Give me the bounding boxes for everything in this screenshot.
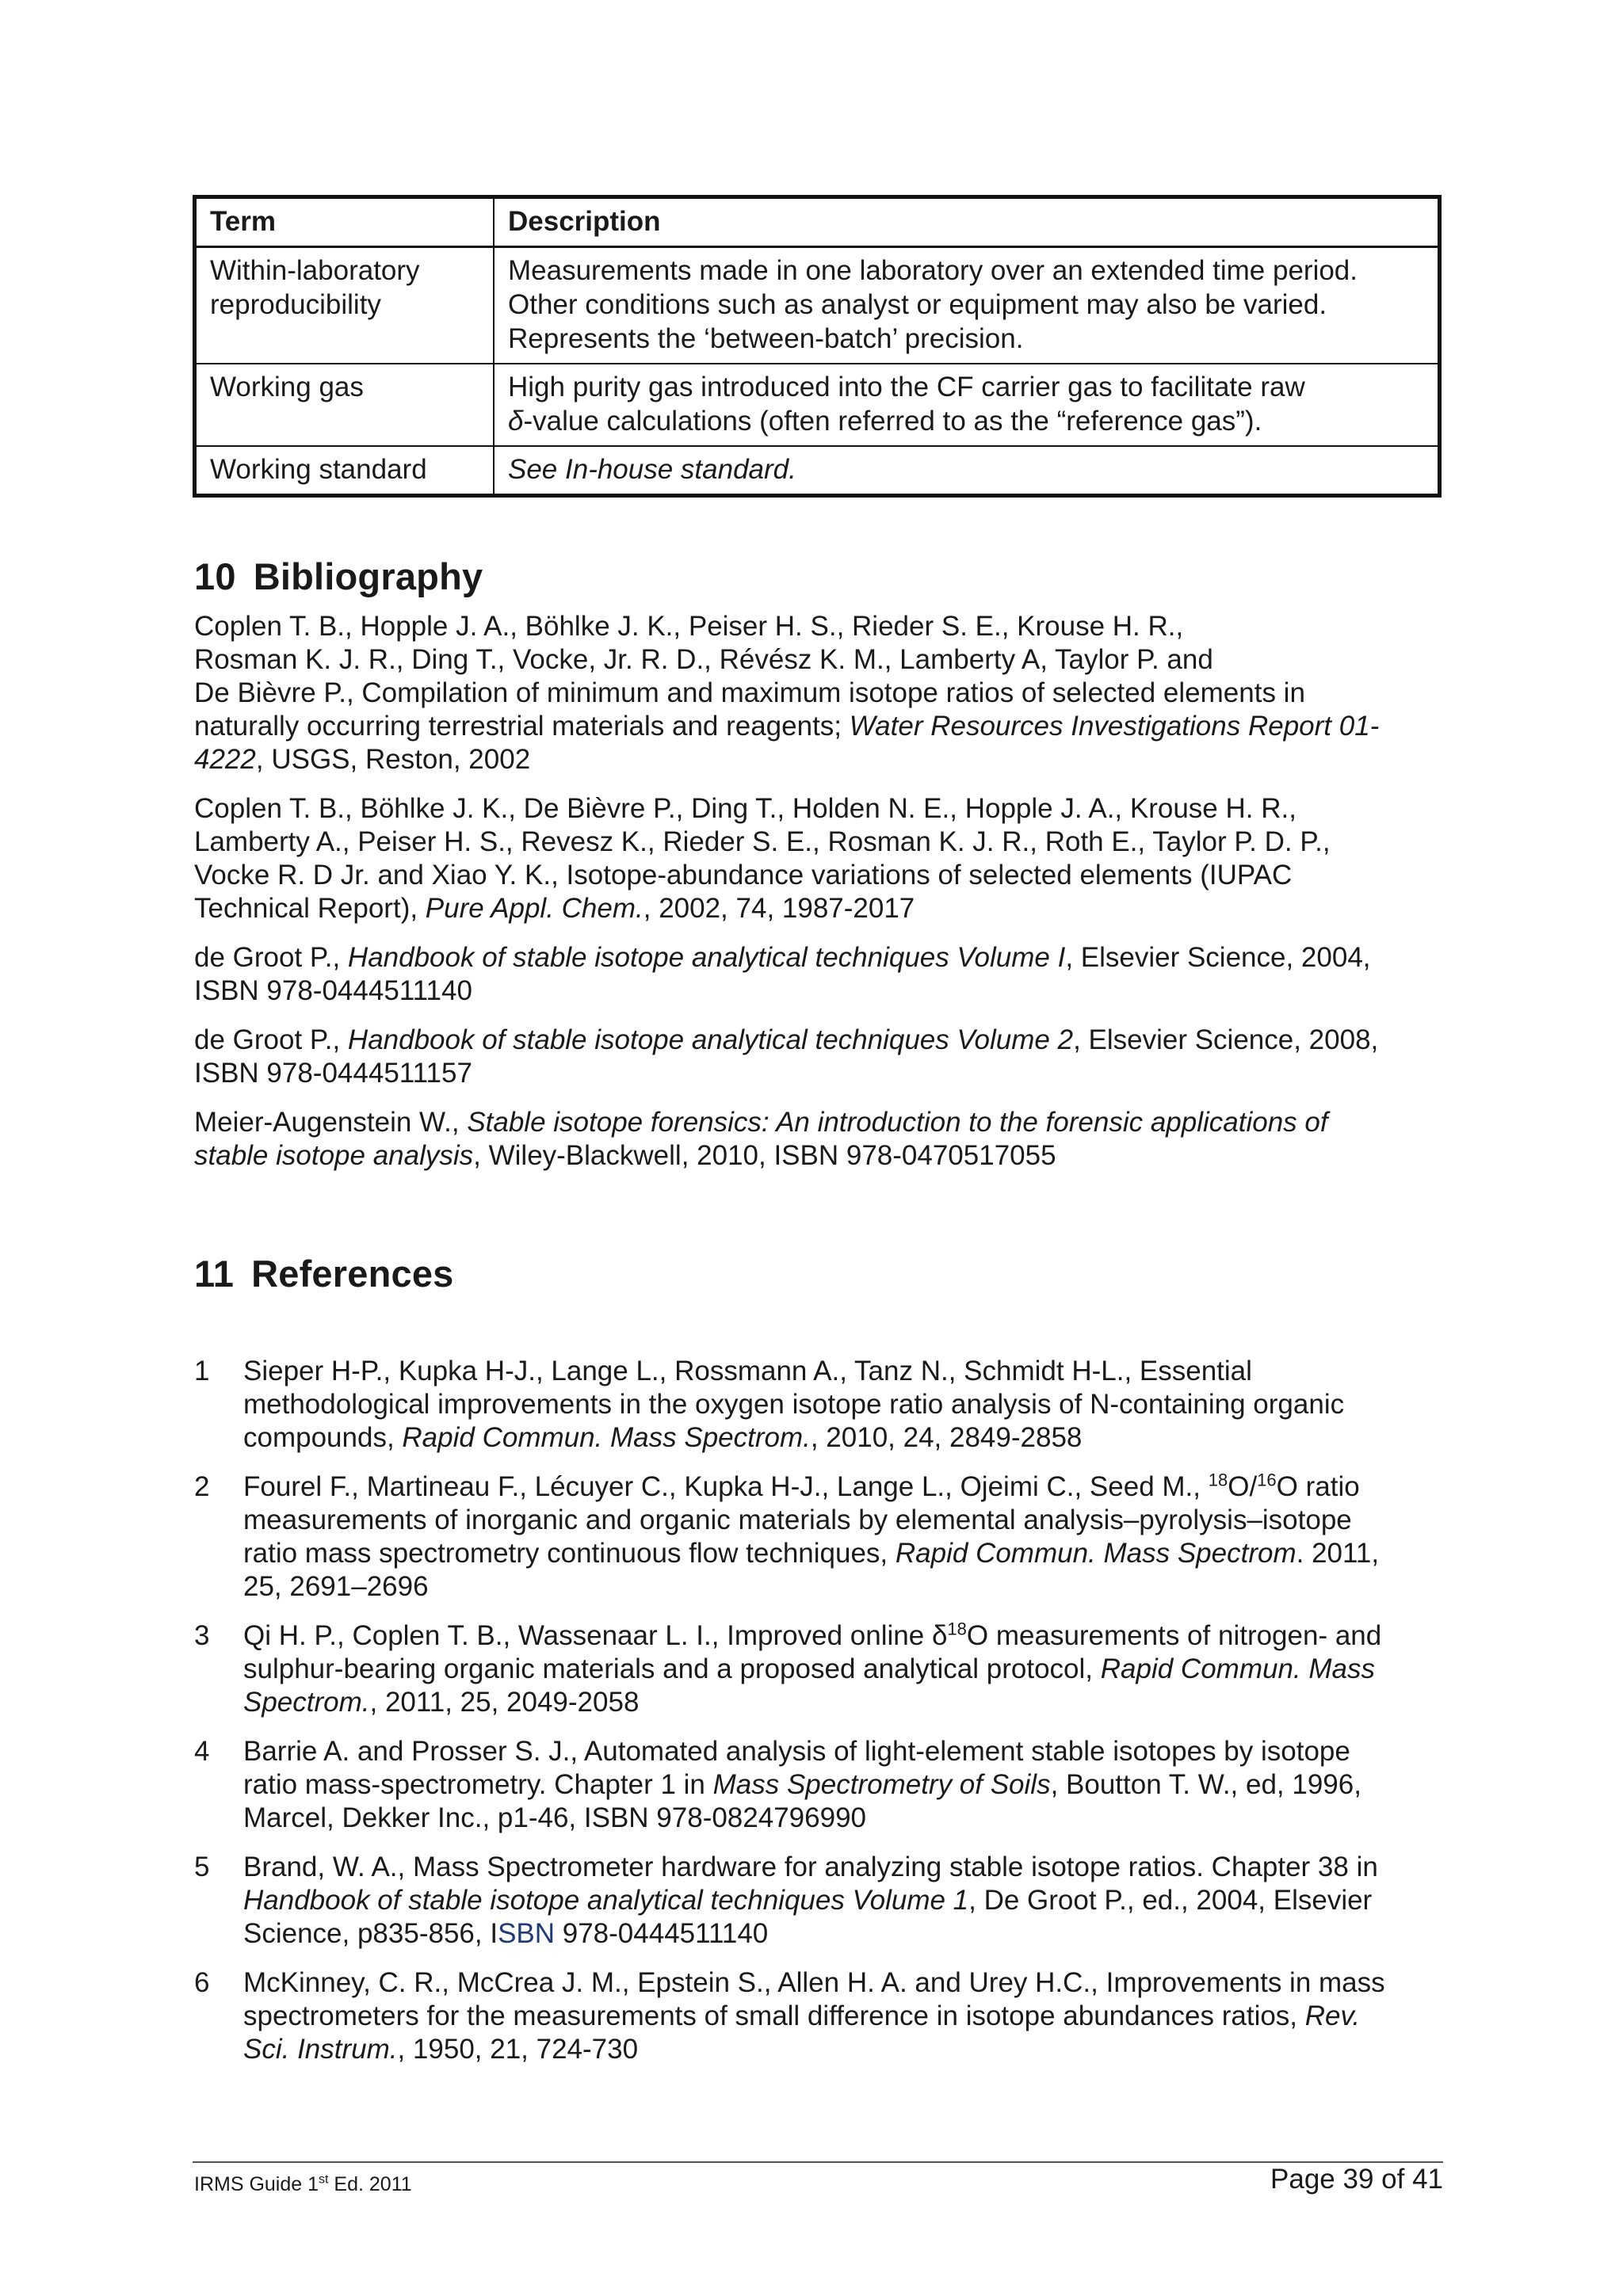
entry-text: , Elsevier Science, 2004, <box>1065 942 1371 973</box>
book-title: Mass Spectrometry of Soils <box>712 1769 1051 1800</box>
entry-text: Coplen T. B., Böhlke J. K., De Bièvre P., Ding T., Holden N. E., Hopple J. A., Krouse H. R., <box>194 793 1296 824</box>
references-list <box>194 1355 1446 2082</box>
section-title: References <box>251 1253 454 1295</box>
journal-name: Rapid Commun. Mass <box>1100 1653 1375 1684</box>
entry-text: , Elsevier Science, 2008, <box>1073 1024 1379 1055</box>
term-text: Working standard <box>210 454 427 485</box>
description-text: Other conditions such as analyst or equipment may also be varied. <box>508 289 1327 320</box>
reference-number: 3 <box>194 1620 210 1651</box>
delta-symbol: δ <box>931 1620 948 1651</box>
entry-source: Water Resources Investigations Report 01- <box>849 711 1380 742</box>
section-title: Bibliography <box>253 555 483 597</box>
book-title: Handbook of stable isotope analytical techniques Volume 1 <box>243 1885 969 1916</box>
term-cell <box>195 364 495 446</box>
bibliography-heading <box>194 555 483 599</box>
column-header-description: Description <box>494 197 1440 247</box>
bibliography-entry <box>194 610 1446 776</box>
entry-text: naturally occurring terrestrial materials and reagents; <box>194 711 850 742</box>
entry-text: ISBN 978-0444511157 <box>194 1058 472 1089</box>
entry-text: Meier-Augenstein W., <box>194 1107 468 1138</box>
section-number: 10 <box>194 555 236 597</box>
description-cell <box>494 446 1440 496</box>
reference-item <box>194 1966 1446 2066</box>
footer-guide-label: IRMS Guide 1st Ed. 2011 <box>194 2172 412 2195</box>
entry-text: Vocke R. D Jr. and Xiao Y. K., Isotope-abundance variations of selected elements (IUPAC <box>194 860 1293 891</box>
entry-text: Rosman K. J. R., Ding T., Vocke, Jr. R. D., Révész K. M., Lamberty A, Taylor P. and <box>194 644 1213 675</box>
term-text: reproducibility <box>210 289 381 320</box>
reference-item <box>194 1851 1446 1951</box>
bibliography-entry <box>194 941 1446 1008</box>
reference-item <box>194 1619 1446 1719</box>
term-text: Working gas <box>210 372 364 402</box>
reference-number: 1 <box>194 1356 210 1386</box>
entry-text: , Wiley-Blackwell, 2010, ISBN 978-0470517055 <box>473 1140 1056 1171</box>
reference-item <box>194 1355 1446 1455</box>
isbn-link[interactable]: SBN <box>498 1918 556 1949</box>
reference-text: Sieper H-P., Kupka H-J., Lange L., Rossmann A., Tanz N., Schmidt H-L., Essential methodological improvements in the oxygen isotope ratio analysis of N-containing organic compounds, Rapid Commun. Mass Spectrom., 2010, 24, 2849-2858 <box>243 1356 1345 1453</box>
reference-number: 2 <box>194 1471 210 1502</box>
description-text: High purity gas introduced into the CF carrier gas to facilitate raw <box>508 372 1305 402</box>
table-row <box>195 364 1440 446</box>
reference-number: 5 <box>194 1852 210 1882</box>
bibliography-entry <box>194 792 1446 925</box>
description-cell <box>494 364 1440 446</box>
entry-text: Lamberty A., Peiser H. S., Revesz K., Rieder S. E., Rosman K. J. R., Roth E., Taylor P. D. P., <box>194 826 1331 857</box>
entry-source: 4222 <box>194 744 256 775</box>
table-row <box>195 247 1440 364</box>
entry-text: De Bièvre P., Compilation of minimum and maximum isotope ratios of selected elements in <box>194 677 1305 708</box>
term-cell <box>195 446 495 496</box>
table-row <box>195 446 1440 496</box>
reference-item <box>194 1735 1446 1835</box>
entry-source: stable isotope analysis <box>194 1140 474 1171</box>
journal-name: Rev. <box>1304 2000 1361 2031</box>
reference-text: Fourel F., Martineau F., Lécuyer C., Kupka H-J., Lange L., Ojeimi C., Seed M., $^{18}$O/$^{16}$O ratio measurements of inorganic and organic materials by elemental analysis–pyrolysis–isotope ratio mass spectrometry continuous flow techniques, Rapid Commun. Mass Spectrom. 2011, 25, 2691–2696 <box>243 1470 1380 1602</box>
reference-text: Brand, W. A., Mass Spectrometer hardware for analyzing stable isotope ratios. Chapter 38 in Handbook of stable isotope analytical techniques Volume 1, De Groot P., ed., 2004, Elsevier Science, p835-856, ISBN 978-0444511140 <box>243 1852 1378 1949</box>
entry-text: Coplen T. B., Hopple J. A., Böhlke J. K., Peiser H. S., Rieder S. E., Krouse H. R., <box>194 611 1184 642</box>
bibliography-entry <box>194 1024 1446 1090</box>
reference-number: 4 <box>194 1736 210 1767</box>
entry-text: Technical Report), <box>194 893 426 924</box>
section-number: 11 <box>194 1253 235 1295</box>
description-cell <box>494 247 1440 364</box>
reference-text: McKinney, C. R., McCrea J. M., Epstein S., Allen H. A. and Urey H.C., Improvements in mass spectrometers for the measurements of small difference in isotope abundances ratios, Rev. Sci. Instrum., 1950, 21, 724-730 <box>243 1967 1385 2065</box>
term-text: Within-laboratory <box>210 255 420 286</box>
entry-source: Handbook of stable isotope analytical techniques Volume 2 <box>347 1024 1074 1055</box>
page-number: Page 39 of 41 <box>1270 2164 1443 2195</box>
entry-source: Pure Appl. Chem. <box>425 893 643 924</box>
description-text: See In-house standard. <box>508 454 796 485</box>
entry-text: ISBN 978-0444511140 <box>194 975 472 1006</box>
entry-text: de Groot P., <box>194 1024 348 1055</box>
table-header-row <box>195 197 1440 247</box>
entry-source: Stable isotope forensics: An introduction to the forensic applications of <box>467 1107 1328 1138</box>
journal-name: Rapid Commun. Mass Spectrom <box>895 1538 1296 1569</box>
footer-divider <box>193 2161 1443 2163</box>
references-heading <box>194 1252 454 1296</box>
glossary-table <box>193 195 1442 498</box>
journal-name: Sci. Instrum. <box>243 2034 398 2065</box>
entry-text: , 2002, 74, 1987-2017 <box>643 893 915 924</box>
reference-text: Barrie A. and Prosser S. J., Automated analysis of light-element stable isotopes by isotope ratio mass-spectrometry. Chapter 1 in Mass Spectrometry of Soils, Boutton T. W., ed, 1996, Marcel, Dekker Inc., p1-46, ISBN 978-0824796990 <box>243 1736 1361 1833</box>
reference-number: 6 <box>194 1967 210 1998</box>
reference-item <box>194 1470 1446 1604</box>
column-header-term: Term <box>195 197 495 247</box>
delta-symbol: δ <box>508 406 524 437</box>
reference-text: Qi H. P., Coplen T. B., Wassenaar L. I., Improved online $\delta^{18}O$ measurements of nitrogen- and sulphur-bearing organic materials and a proposed analytical protocol, Rapid Commun. Mass Spectrom., 2011, 25, 2049-2058 <box>243 1619 1382 1718</box>
description-text: Measurements made in one laboratory over an extended time period. <box>508 255 1358 286</box>
bibliography-entry <box>194 1106 1446 1173</box>
entry-text: de Groot P., <box>194 942 348 973</box>
term-cell <box>195 247 495 364</box>
journal-name: Rapid Commun. Mass Spectrom. <box>402 1422 811 1453</box>
description-text: Represents the ‘between-batch’ precision. <box>508 323 1024 354</box>
entry-text: , USGS, Reston, 2002 <box>255 744 531 775</box>
bibliography-list <box>194 610 1446 1188</box>
journal-name: Spectrom. <box>243 1687 370 1718</box>
description-text: -value calculations (often referred to as the “reference gas”). <box>523 406 1262 437</box>
entry-source: Handbook of stable isotope analytical techniques Volume I <box>347 942 1066 973</box>
